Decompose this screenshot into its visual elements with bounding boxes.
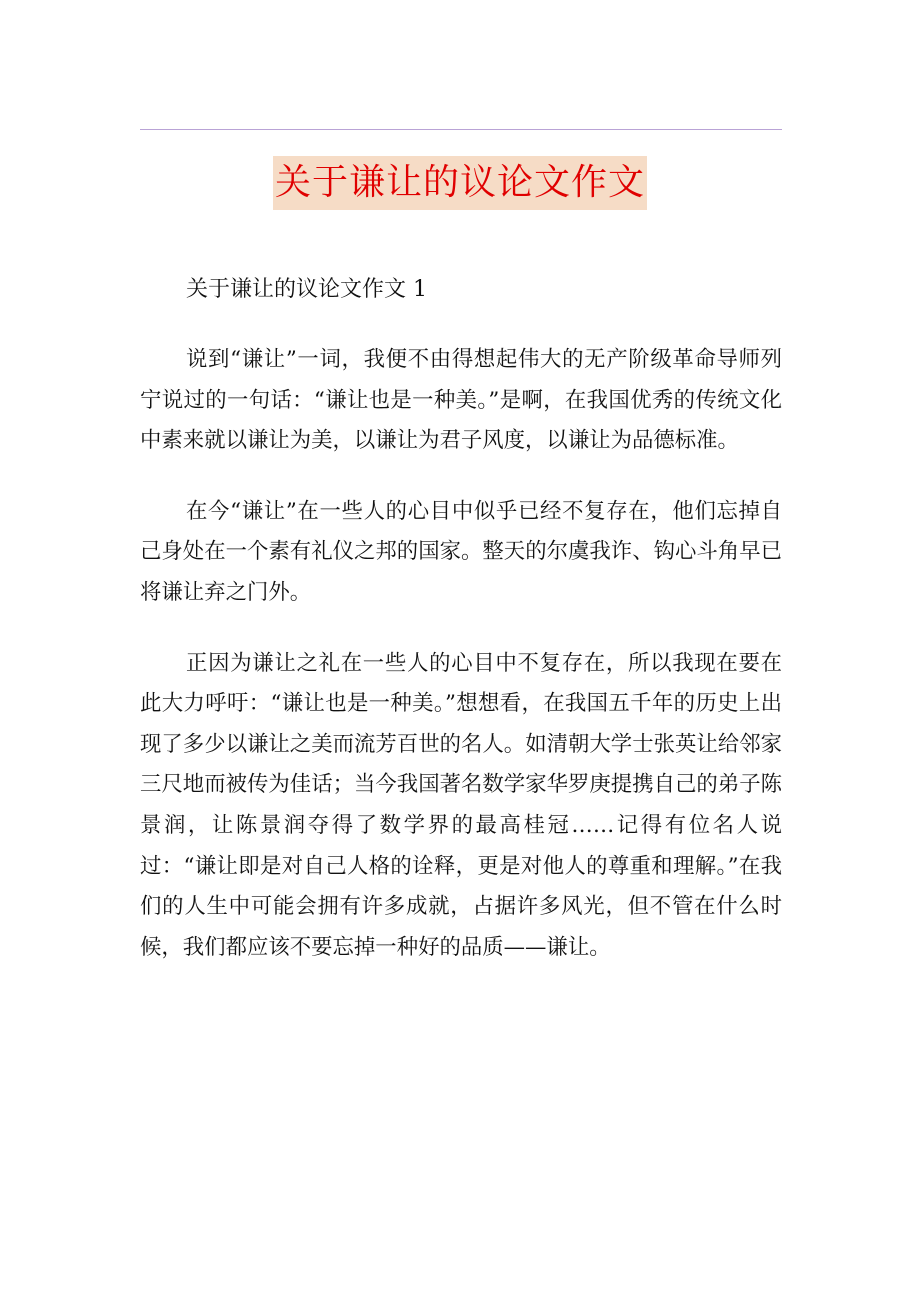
paragraph-2: 在今“谦让”在一些人的心目中似乎已经不复存在，他们忘掉自己身处在一个素有礼仪之邦的国家。整天的尔虞我诈、钩心斗角早已将谦让弃之门外。 (140, 498, 782, 605)
title-container (0, 156, 920, 210)
paragraph-3: 正因为谦让之礼在一些人的心目中不复存在，所以我现在要在此大力呼吁：“谦让也是一种美。”想想看，在我国五千年的历史上出现了多少以谦让之美而流芳百世的名人。如清朝大学士张英让给邻家三尺地而被传为佳话；当今我国著名数学家华罗庚提携自己的弟子陈景润，让陈景润夺得了数学界的最高桂冠……记得有位名人说过：“谦让即是对自己人格的诠释，更是对他人的尊重和理解。”在我们的人生中可能会拥有许多成就，占据许多风光，但不管在什么时候，我们都应该不要忘掉一种好的品质——谦让。 (140, 650, 782, 960)
header-rule (140, 129, 782, 130)
paragraph-1: 说到“谦让”一词，我便不由得想起伟大的无产阶级革命导师列宁说过的一句话：“谦让也是一种美。”是啊，在我国优秀的传统文化中素来就以谦让为美，以谦让为君子风度，以谦让为品德标准。 (140, 347, 782, 454)
document-body (140, 270, 782, 998)
section-heading: 关于谦让的议论文作文 1 (186, 277, 427, 302)
document-title: 关于谦让的议论文作文 (273, 156, 647, 210)
